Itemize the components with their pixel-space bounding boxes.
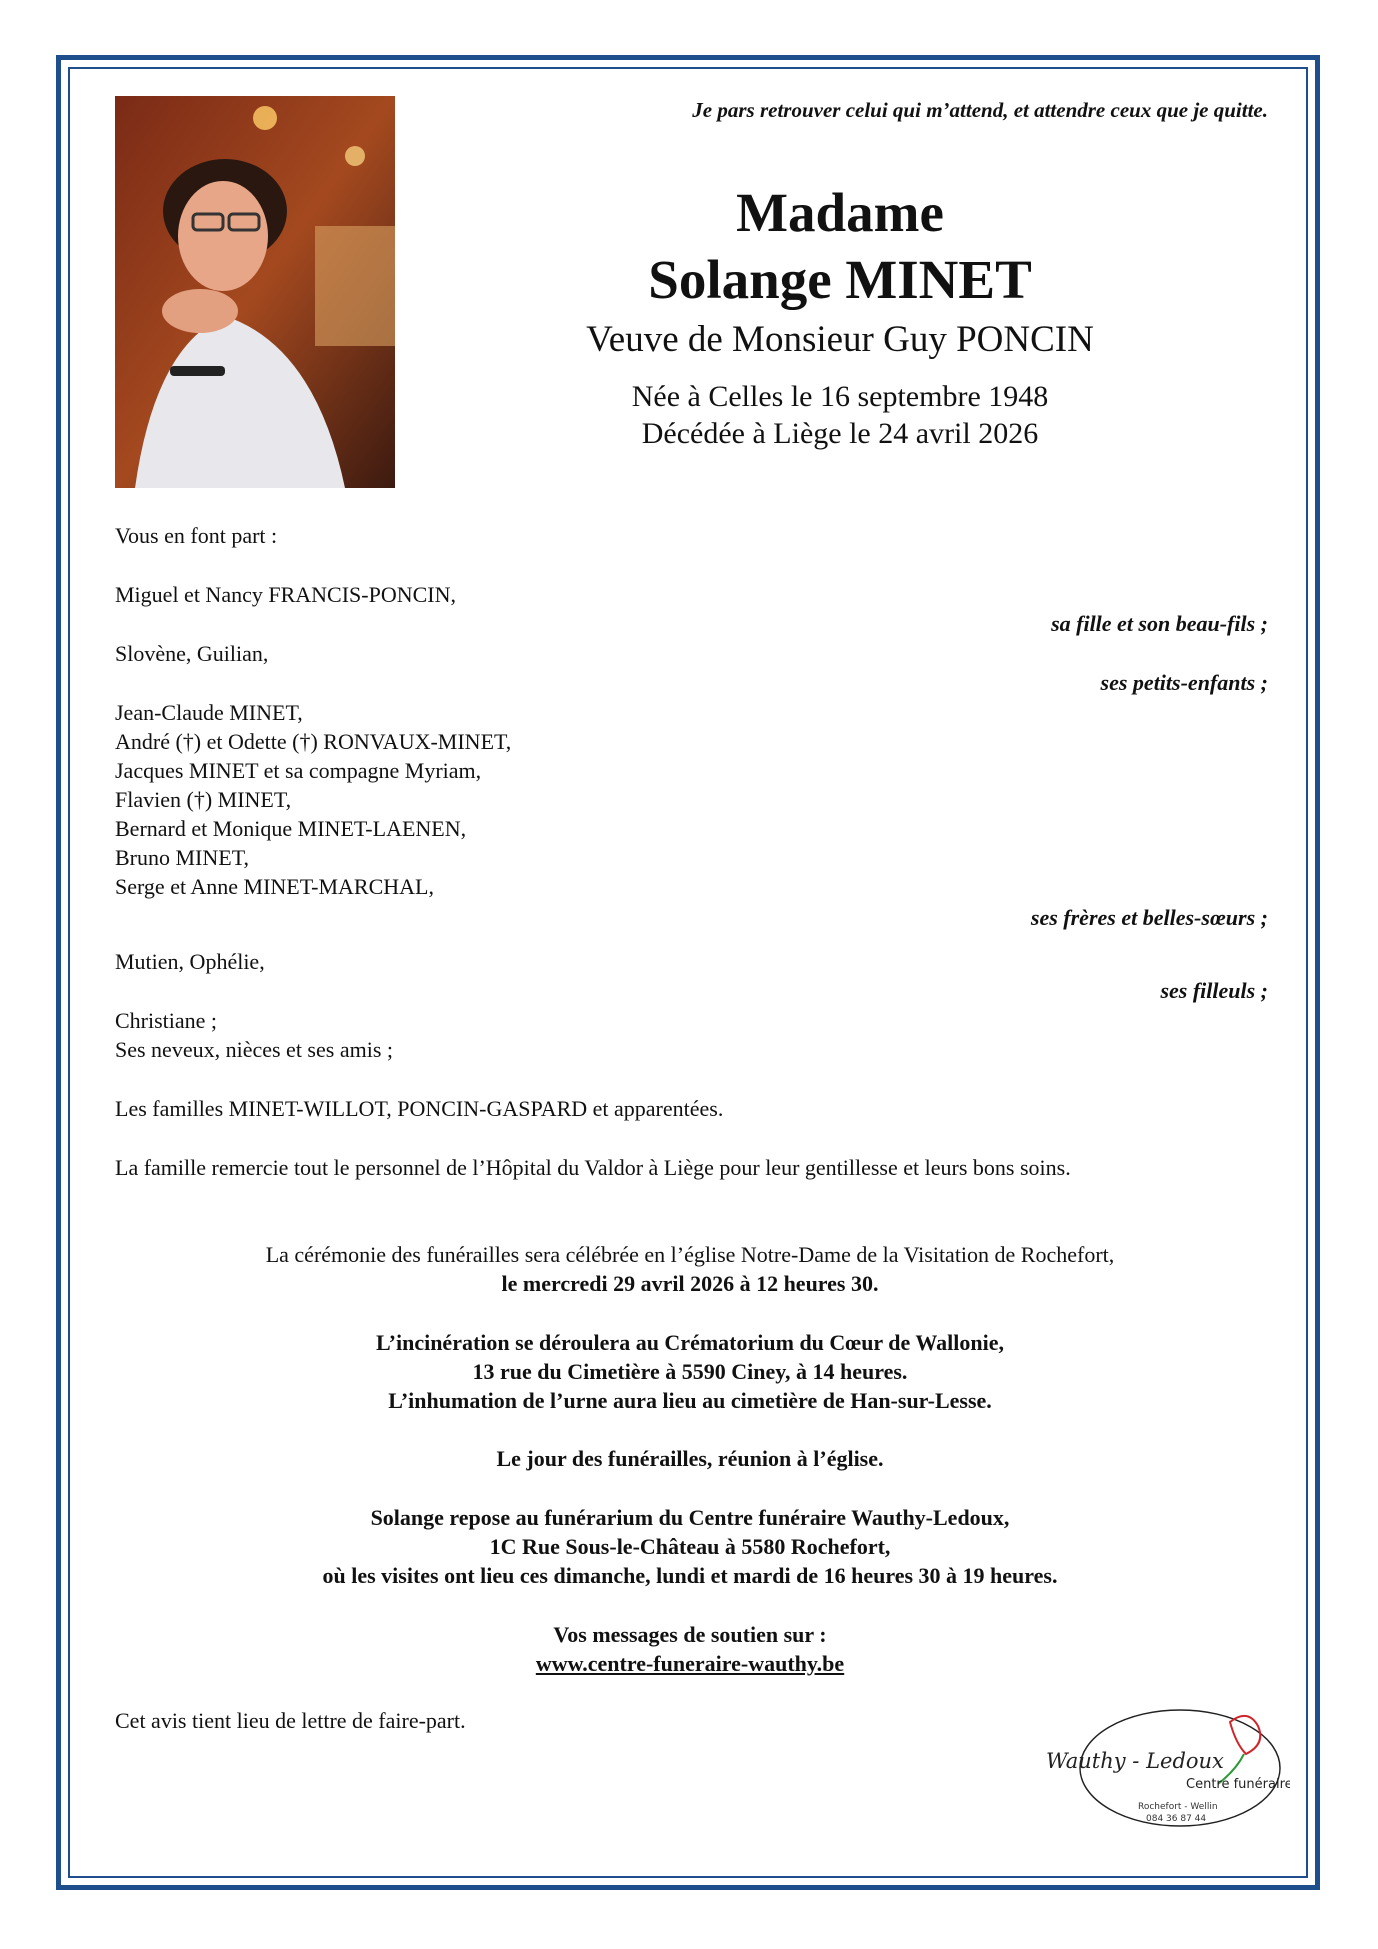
godchildren-relation: ses filleuls ; — [1160, 978, 1268, 1003]
ceremony-place: La cérémonie des funérailles sera célébrée en l’église Notre-Dame de la Visitation de Rochefort, — [265, 1242, 1115, 1267]
logo-brand: Wauthy - Ledoux — [1046, 1749, 1224, 1773]
funerarium-address: 1C Rue Sous-le-Château à 5580 Rochefort, — [489, 1534, 891, 1559]
logo-subtitle: Centre funéraire — [1186, 1777, 1290, 1792]
children-names: Miguel et Nancy FRANCIS-PONCIN, — [115, 582, 456, 607]
funerarium-block — [115, 1503, 1265, 1590]
grandchildren-names: Slovène, Guilian, — [115, 641, 269, 666]
closing-line: Cet avis tient lieu de lettre de faire-part. — [115, 1708, 466, 1733]
cremation-block — [115, 1328, 1265, 1415]
families-line: Les familles MINET-WILLOT, PONCIN-GASPARD et apparentées. — [115, 1096, 724, 1121]
website-link[interactable]: www.centre-funeraire-wauthy.be — [535, 1651, 845, 1676]
cremation-address: 13 rue du Cimetière à 5590 Ciney, à 14 heures. — [472, 1359, 908, 1384]
spouse-line: Veuve de Monsieur Guy PONCIN — [586, 319, 1094, 360]
visiting-hours: où les visites ont lieu ces dimanche, lundi et mardi de 16 heures 30 à 19 heures. — [322, 1563, 1058, 1588]
meeting-text: Le jour des funérailles, réunion à l’église. — [496, 1446, 884, 1471]
siblings-relation: ses frères et belles-sœurs ; — [1030, 905, 1268, 930]
children-relation: sa fille et son beau-fils ; — [1051, 611, 1268, 636]
others-list — [115, 1006, 393, 1064]
godchildren-names: Mutien, Ophélie, — [115, 949, 265, 974]
honorific: Madame — [736, 182, 944, 243]
other-line: Christiane ; — [115, 1008, 218, 1033]
meeting-line — [115, 1444, 1265, 1473]
grandchildren-relation: ses petits-enfants ; — [1100, 670, 1268, 695]
deceased-name: Solange MINET — [648, 249, 1032, 310]
ceremony-date: le mercredi 29 avril 2026 à 12 heures 30. — [501, 1271, 879, 1296]
ceremony-block — [115, 1240, 1265, 1298]
messages-label: Vos messages de soutien sur : — [553, 1622, 827, 1647]
epitaph-quote: Je pars retrouver celui qui m’attend, et attendre ceux que je quitte. — [692, 98, 1268, 122]
messages-block — [115, 1620, 1265, 1678]
sibling-line: Flavien (†) MINET, — [115, 787, 292, 812]
birth-line: Née à Celles le 16 septembre 1948 — [631, 380, 1049, 413]
deceased-header — [520, 180, 1160, 452]
sibling-line: Bruno MINET, — [115, 845, 250, 870]
funeral-home-logo — [1040, 1700, 1290, 1830]
siblings-list — [115, 698, 511, 901]
cremation-line: L’incinération se déroulera au Crématorium du Cœur de Wallonie, — [375, 1330, 1005, 1355]
funerarium-line: Solange repose au funérarium du Centre funéraire Wauthy-Ledoux, — [370, 1505, 1010, 1530]
sibling-line: Jacques MINET et sa compagne Myriam, — [115, 758, 482, 783]
other-line: Ses neveux, nièces et ses amis ; — [115, 1037, 393, 1062]
sibling-line: Bernard et Monique MINET-LAENEN, — [115, 816, 467, 841]
thanks-line: La famille remercie tout le personnel de l’Hôpital du Valdor à Liège pour leur gentillesse et leurs bons soins. — [115, 1155, 1071, 1180]
intro-line: Vous en font part : — [115, 523, 278, 548]
sibling-line: Serge et Anne MINET-MARCHAL, — [115, 874, 434, 899]
inhumation-line: L’inhumation de l’urne aura lieu au cimetière de Han-sur-Lesse. — [388, 1388, 992, 1413]
sibling-line: Jean-Claude MINET, — [115, 700, 303, 725]
calla-lily-icon — [1230, 1716, 1260, 1754]
logo-phone: 084 36 87 44 — [1146, 1814, 1207, 1824]
portrait-photo — [115, 96, 395, 488]
logo-location: Rochefort - Wellin — [1138, 1802, 1218, 1812]
sibling-line: André (†) et Odette (†) RONVAUX-MINET, — [115, 729, 512, 754]
death-line: Décédée à Liège le 24 avril 2026 — [641, 417, 1039, 450]
